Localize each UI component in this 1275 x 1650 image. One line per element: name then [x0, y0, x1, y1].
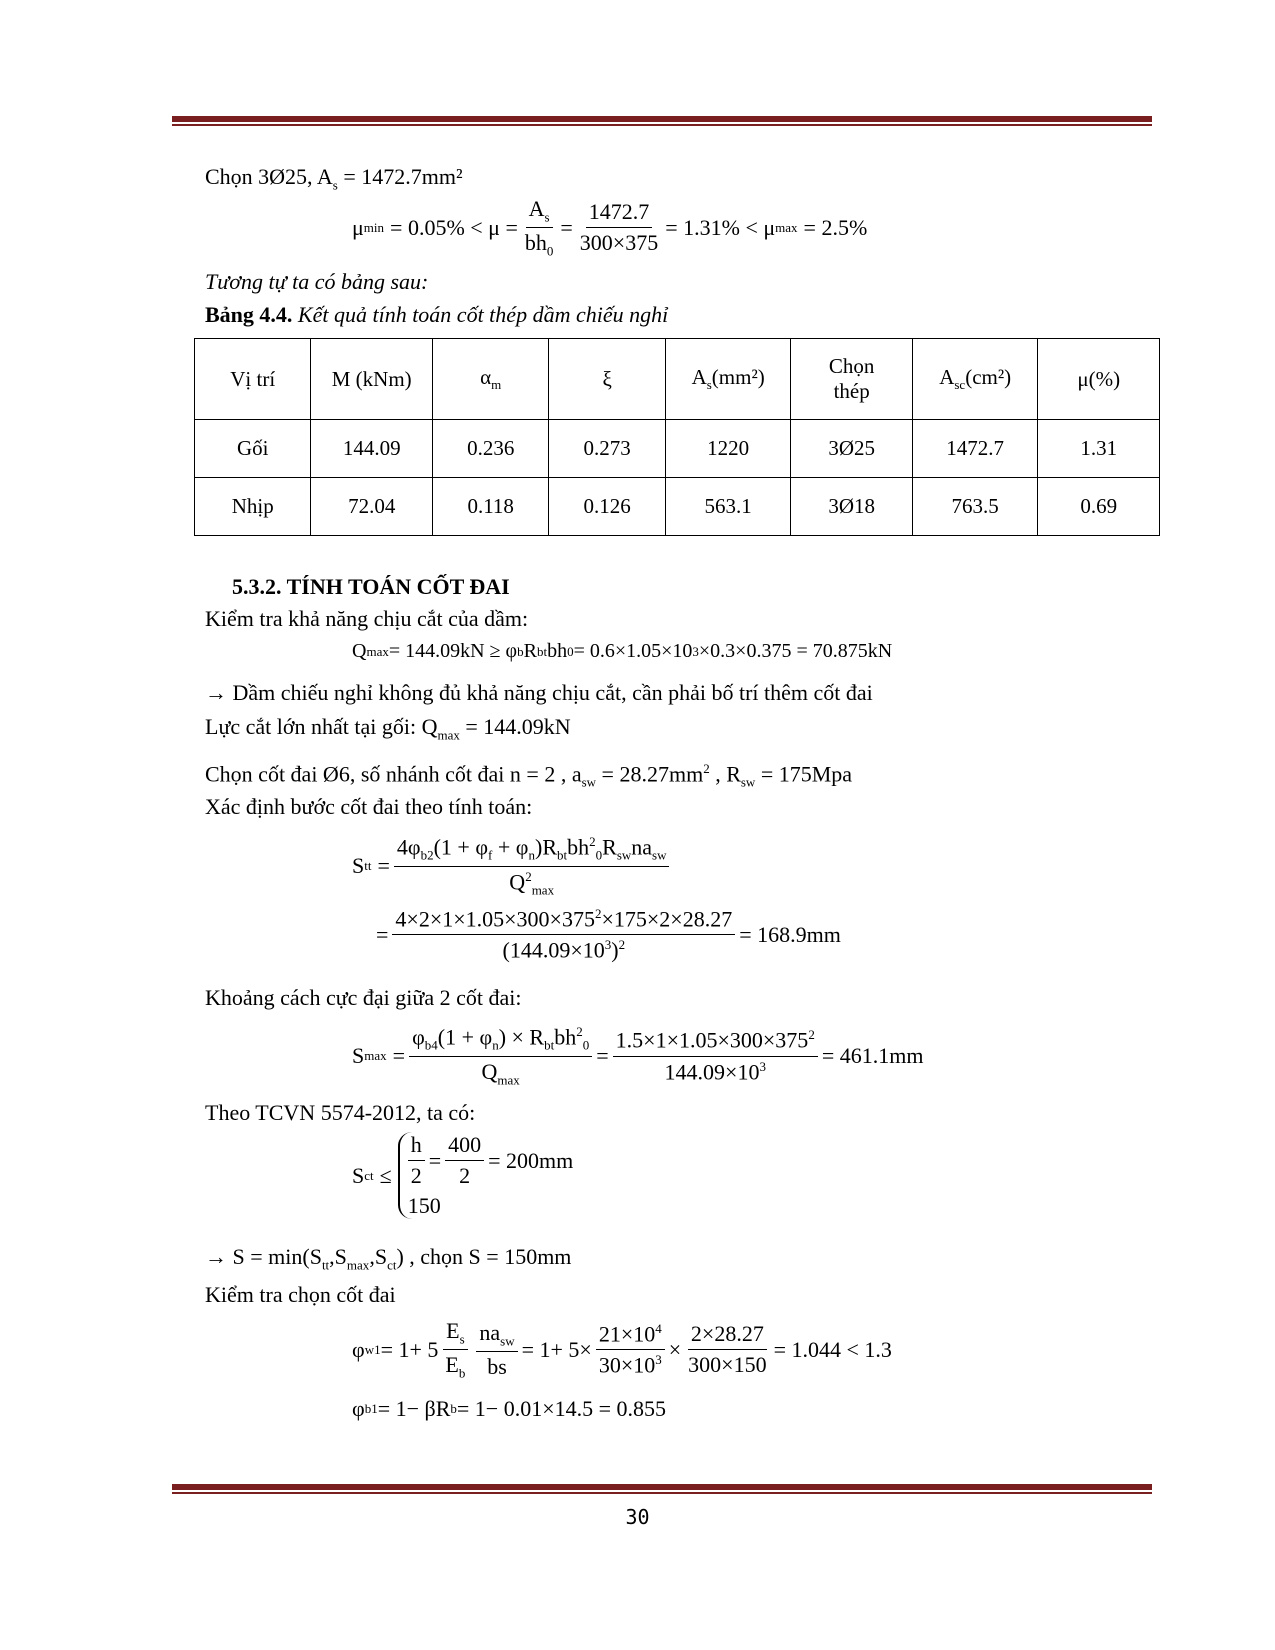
header-alpha: $\alpha_m$: [432, 339, 548, 420]
table-cell: 1.31: [1038, 420, 1160, 478]
table-cell: 0.273: [549, 420, 665, 478]
check-shear-text: Kiểm tra khả năng chịu cắt của dầm:: [205, 606, 529, 631]
table-cell: 0.236: [432, 420, 548, 478]
table-cell: Nhịp: [195, 478, 311, 536]
table-header-row: [195, 339, 1160, 420]
choose-stirrup-line: Chọn cốt đai Ø6, số nhánh cốt đai n = 2 , $a_{sw} = 28.27mm^2$ , $R_{sw} = 175Mpa$: [205, 761, 853, 790]
check-stirrup-text: Kiểm tra chọn cốt đai: [205, 1282, 396, 1307]
header-asc: $A_{sc}(cm^2)$: [912, 339, 1038, 420]
table-row: [195, 420, 1160, 478]
table-cell: Gối: [195, 420, 311, 478]
table-cell: 72.04: [311, 478, 433, 536]
smax-formula: S max = $\frac{\varphi_{b4}(1 + \varphi_n) \times R_{bt}bh^2_0}{Q_{max}}$ = $\frac{1.5\times 1\times 1.05\times 300\times 375^2}{144.09\times 10^3}$ = 461.1mm: [352, 1024, 924, 1088]
max-spacing-text: Khoảng cách cực đại giữa 2 cốt đai:: [205, 985, 522, 1010]
header-mu: μ(%): [1038, 339, 1160, 420]
table-row: [195, 478, 1160, 536]
phi-w1-equation: φ w1 = 1+ 5 $\frac{E_s}{E_b}$ $\frac{na_{sw}}{bs}$ = 1+ 5× $\frac{21\times 10^4}{30\times 10^3}$ × $\frac{2\times 28.27}{300\times 150}$ = 1.044 < 1.3: [352, 1318, 892, 1381]
shear-check-equation: Q max = 144.09kN ≥ φ b R bt bh 0 = 0.6×1.05×10 3 ×0.3×0.375 = 70.875kN: [352, 640, 893, 662]
table-caption: Bảng 4.4. Kết quả tính toán cốt thép dầm chiếu nghỉ: [205, 302, 669, 327]
table-cell: 0.69: [1038, 478, 1160, 536]
stt-formula: S tt = $\frac{4\varphi_{b2}(1 + \varphi_f + \varphi_n)R_{bt}bh^2_0R_{sw}na_{sw}}{Q^2_{max}}$: [352, 834, 673, 898]
phi-b1-equation: φ b1 = 1− βR b = 1− 0.01×14.5 = 0.855: [352, 1396, 667, 1421]
table-cell: 1472.7: [912, 420, 1038, 478]
s-min-line: → $S = \min(S_{tt},S_{max},S_{ct})$ , chọn S = 150mm: [205, 1244, 572, 1273]
sct-condition: S ct ≤ $\frac{h}{2}$ = $\frac{400}{2}$ = 200mm 150: [352, 1132, 574, 1218]
table-cell: 0.126: [549, 478, 665, 536]
table-cell: 144.09: [311, 420, 433, 478]
max-shear-line: Lực cắt lớn nhất tại gối: $Q_{max} = 144.09kN$: [205, 714, 571, 743]
table-cell: 3Ø18: [791, 478, 913, 536]
stt-numeric: = $\frac{4\times 2\times 1\times 1.05\times 300\times 375^2\times 175\times 2\times 28.27}{(144.09\times 10^3)^2}$ = 168.9mm: [376, 906, 841, 963]
section-title: 5.3.2. TÍNH TOÁN CỐT ĐAI: [232, 574, 510, 599]
table-cell: 763.5: [912, 478, 1038, 536]
page-number: 30: [625, 1505, 650, 1529]
header-choose-steel: Chọn thép: [791, 339, 913, 420]
tcvn-text: Theo TCVN 5574-2012, ta có:: [205, 1100, 476, 1125]
table-cell: 0.118: [432, 478, 548, 536]
table-cell: 563.1: [665, 478, 791, 536]
not-enough-text: → Dầm chiếu nghỉ không đủ khả năng chịu cắt, cần phải bố trí thêm cốt đai: [205, 680, 873, 705]
header-rule: [172, 116, 1152, 126]
choose-rebar-line: Chọn 3Ø25, $A_s = 1472.7mm^2$: [205, 164, 463, 193]
rebar-result-table: [194, 338, 1160, 536]
similar-table-intro: Tương tự ta có bảng sau:: [205, 269, 429, 294]
table-cell: 3Ø25: [791, 420, 913, 478]
header-position: Vị trí: [195, 339, 311, 420]
reinforcement-ratio-equation: μ min = 0.05% < μ = $\frac{A_s}{bh_0}$ = $\frac{1472.7}{300\times 375}$ = 1.31% < μ max = 2.5%: [352, 196, 868, 259]
header-moment: M (kNm): [311, 339, 433, 420]
footer-rule: [172, 1484, 1152, 1494]
header-as: $A_s(mm^2)$: [665, 339, 791, 420]
calc-step-text: Xác định bước cốt đai theo tính toán:: [205, 794, 533, 819]
header-xi: ξ: [549, 339, 665, 420]
table-cell: 1220: [665, 420, 791, 478]
